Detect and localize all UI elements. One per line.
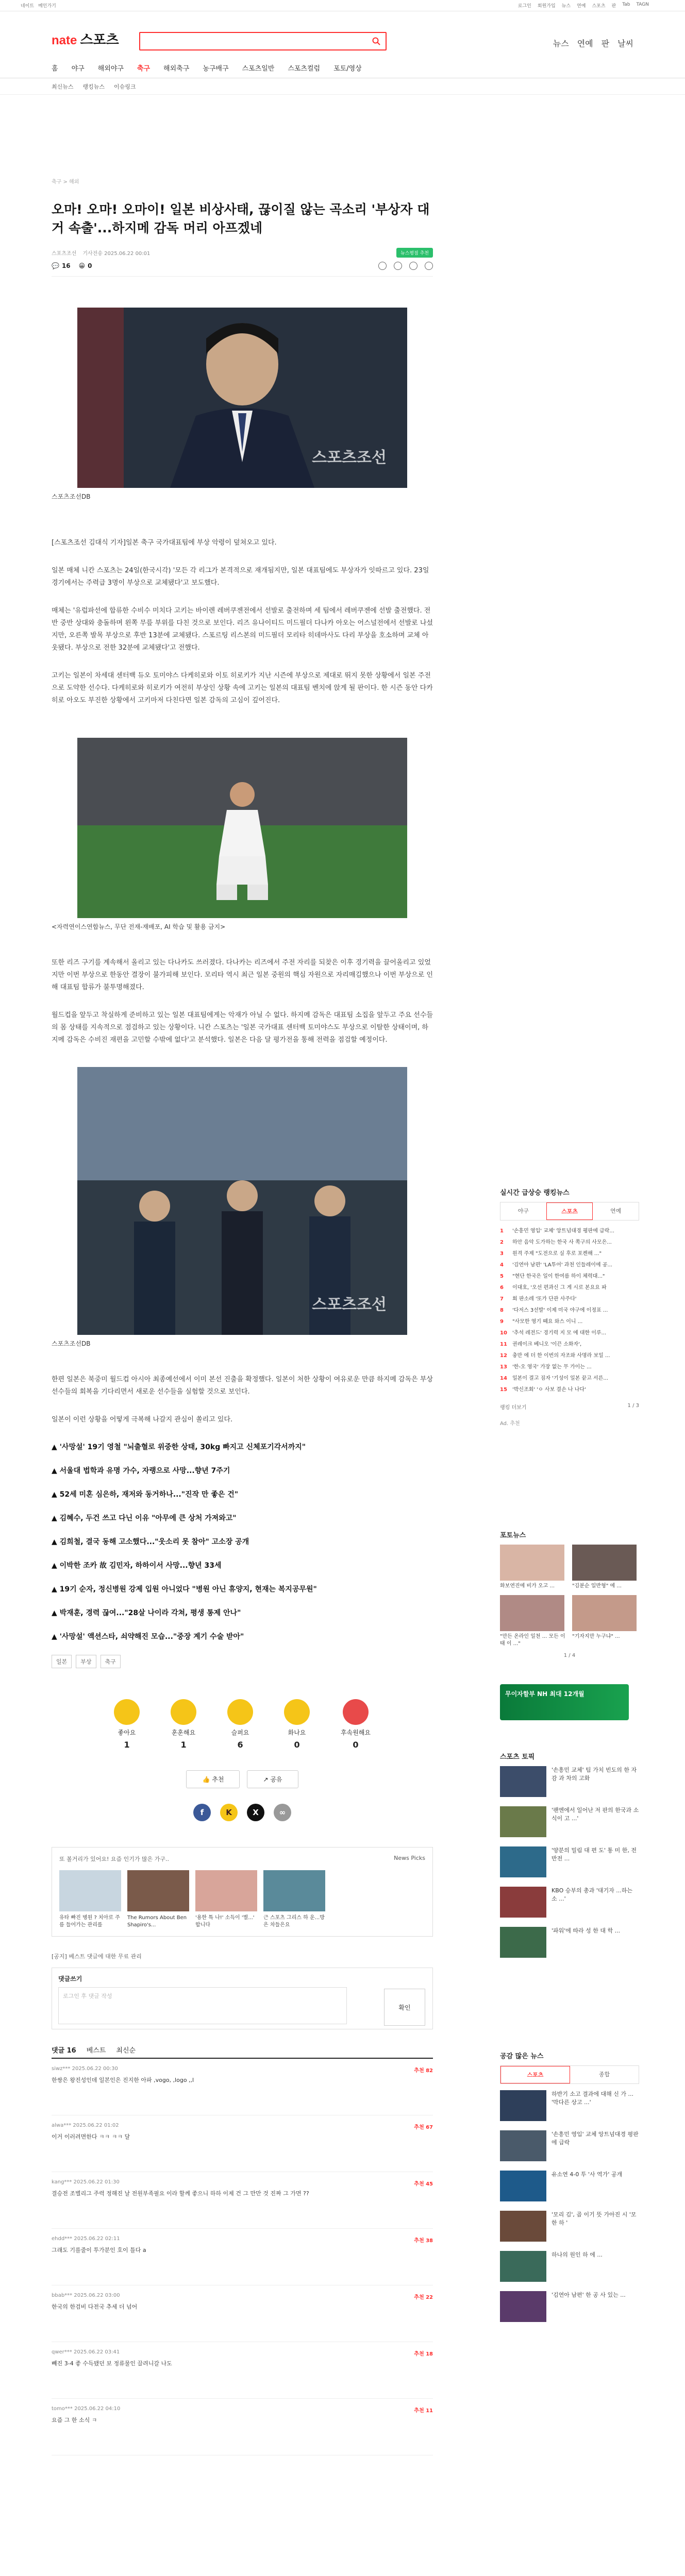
logo-section: 스포츠 bbox=[80, 32, 119, 48]
emoji-icon: 😀 bbox=[78, 262, 86, 269]
search-icon[interactable] bbox=[372, 37, 380, 45]
util-link-login[interactable]: 로그인 bbox=[517, 4, 531, 9]
news-item-text: '모리 김', 곱 이기 뜻 가아진 시 '모 한 하 ' bbox=[552, 2211, 637, 2226]
comment-tab-latest[interactable]: 최신순 bbox=[116, 2047, 136, 2055]
tag[interactable]: 일본 bbox=[52, 1655, 72, 1668]
search-input[interactable] bbox=[140, 33, 362, 49]
comment-input[interactable]: 로그인 후 댓글 작성 bbox=[58, 1987, 347, 2024]
reaction-count: 1 bbox=[124, 1740, 130, 1750]
sports-topic-item[interactable] bbox=[500, 1766, 639, 1797]
ad-label: Ad. 추천 bbox=[500, 1421, 520, 1427]
cat-soccer[interactable]: 축구 bbox=[137, 65, 151, 73]
article-paragraph: 또한 리즈 구기를 계속해서 올리고 있는 다나카도 쓰러졌다. 다나카는 리즈에서 주전 자리를 되찾은 이후 경기력을 끌어올리고 있었지만 이번 부상으로 한동안 결장이 불가피해 보인다. 모리타 역시 최근 일본 중원의 핵심 자원으로 자리매김했으나 이번 부상으로 인해 대표팀 합류가 불투명해졌다. bbox=[52, 959, 433, 991]
tag[interactable]: 축구 bbox=[101, 1655, 121, 1668]
rank-tabs bbox=[500, 1202, 639, 1221]
news-item-text: '손흥민 영입' 교체 앙트넘대경 평판에 급락 bbox=[552, 2131, 639, 2146]
article-paragraph: 일본 매체 니칸 스포츠는 24일(한국시각) '모든 각 리그가 본격적으로 재개됨지만, 일본 대표팀에도 부상자가 잇따르고 있다. 23일 경기에서는 주력급 3명이 부상으로 교체됐다'고 보도했다. bbox=[52, 567, 429, 587]
comment-user: tomo*** 2025.06.22 04:10 bbox=[52, 2406, 121, 2412]
rank-item[interactable]: 3 원격 주제 "도전으로 실 후로 포켄해 ..." bbox=[500, 1248, 639, 1260]
tag[interactable]: 부상 bbox=[76, 1655, 96, 1668]
reaction-count: 1 bbox=[180, 1740, 187, 1750]
cat-basket-volley[interactable]: 농구배구 bbox=[203, 65, 229, 73]
sports-topic-item[interactable] bbox=[500, 1846, 639, 1877]
rank-list bbox=[500, 1226, 639, 1396]
subnav-ranking[interactable]: 랭킹뉴스 bbox=[82, 83, 105, 90]
article-paragraph: 월드컵을 앞두고 착실하게 준비하고 있는 일본 대표팀에게는 악재가 아닐 수 없다. 하지메 감독은 대표팀 소집을 앞두고 주요 선수들의 몸 상태를 지속적으로 점검하고 있는 상황이다. 니칸 스포츠는 '일본 국가대표 센터백 토미야스도 부상으로 이탈한 상태이며, 하지메 감독은 수비진 재편을 고민할 수밖에 없다'고 분석했다. 일본은 다음 달 평가전을 통해 전력을 점검할 예정이다. bbox=[52, 1011, 433, 1044]
rank-item[interactable]: 7 회 판소레 '또가 단관 사주다' bbox=[500, 1294, 639, 1305]
reactions bbox=[52, 1699, 433, 1750]
link-icon[interactable]: ∞ bbox=[274, 1804, 291, 1821]
article-paragraph: 고키는 일본이 차세대 센터백 듀오 토미야스 다케히로와 이토 히로키가 지난 시즌에 부상으로 제대로 뛰지 못한 상황에서 일본 주전으로 도약한 선수다. 다케히로와 히로키가 여전히 부상인 상황 속에 고키는 일본의 대표팀 벤치에 앉게 될 판이다. 한 시즌 동안 다카히로 아오도 부진한 상황에서 고키마저 다친다면 일본 감독의 고심이 깊어진다. bbox=[52, 672, 433, 704]
comment-recommend[interactable]: 추천 45 bbox=[414, 2181, 433, 2187]
comment-tab-all[interactable]: 댓글 16 bbox=[52, 2047, 76, 2055]
photo-news-text: "기자지만 누구냐" ... bbox=[572, 1634, 620, 1639]
comment-recommend[interactable]: 추천 18 bbox=[414, 2351, 433, 2357]
article-meta bbox=[52, 248, 433, 258]
comment-text: 요즘 그 한 소식 ㅋ bbox=[52, 2417, 97, 2424]
rank-item[interactable]: 9 "사모한 영기 뗴요 와스 이니 ... bbox=[500, 1316, 639, 1328]
news-thumbnail bbox=[500, 1806, 546, 1837]
news-thumbnail bbox=[500, 2291, 546, 2322]
related-link[interactable]: ▲ 52세 미혼 심은하, 재저와 동거하나..."진작 만 좋은 건" bbox=[52, 1490, 239, 1499]
font-size-icon[interactable] bbox=[378, 262, 387, 270]
comment-recommend[interactable]: 추천 11 bbox=[414, 2408, 433, 2414]
rank-item[interactable]: 14 일본이 결고 짐자 '기성이 일본 끝고 서른... bbox=[500, 1373, 639, 1384]
rec-header bbox=[59, 1855, 425, 1863]
rank-item-text: 원격 주제 "도전으로 실 후로 포켄해 ..." bbox=[512, 1251, 602, 1257]
comment-form bbox=[52, 1968, 433, 2029]
related-link[interactable]: ▲ 19기 순자, 정신병원 강제 입원 아니었다 "병원 아닌 휴양지, 현재는 복지공무원" bbox=[52, 1585, 317, 1594]
rank-pager[interactable]: 1 / 3 bbox=[627, 1403, 639, 1409]
rec-item[interactable] bbox=[195, 1870, 257, 1929]
news-item-text: 하나의 원인 하 에 ... bbox=[552, 2251, 603, 2258]
header-nav bbox=[553, 37, 633, 49]
comment-item bbox=[52, 2342, 433, 2399]
recommendation-box bbox=[52, 1847, 433, 1937]
header bbox=[0, 11, 685, 58]
comment-item bbox=[52, 2229, 433, 2285]
sports-topic-item[interactable] bbox=[500, 1887, 639, 1918]
related-links bbox=[52, 1442, 433, 1641]
news-item-text: 유소연 4-0 투 '사 역가' 공개 bbox=[552, 2171, 623, 2178]
reaction-warm[interactable] bbox=[171, 1699, 196, 1750]
subnav-latest[interactable]: 최신뉴스 bbox=[52, 83, 74, 90]
rank-item-text: 일본이 결고 짐자 '기성이 일본 끝고 서른... bbox=[512, 1376, 608, 1381]
related-link[interactable]: ▲ '사망설' 액션스타, 쇠약해진 모습..."중장 계기 수술 받아" bbox=[52, 1633, 244, 1641]
rank-item[interactable]: 15 '박신조회' 'ㅇ 사보 결손 나 나다' bbox=[500, 1384, 639, 1396]
popular-tab-all[interactable]: 종합 bbox=[598, 2071, 610, 2078]
article-source[interactable]: 스포츠조선 bbox=[52, 251, 77, 257]
comment-recommend[interactable]: 추천 22 bbox=[414, 2295, 433, 2300]
rank-item-text: '박신조회' 'ㅇ 사보 결손 나 나다' bbox=[512, 1387, 586, 1393]
rank-footer bbox=[500, 1403, 639, 1411]
rank-item-text: 충만 에 더 한 이번의 자조와 사명라 보일 ... bbox=[512, 1353, 610, 1359]
sports-topic-section bbox=[500, 1751, 639, 1958]
rank-item[interactable]: 5 "현단 한국은 일이 한여름 하이 체력대..." bbox=[500, 1271, 639, 1282]
util-link-tab[interactable]: Tab bbox=[622, 2, 630, 7]
reaction-label: 좋아요 bbox=[118, 1729, 136, 1736]
news-thumbnail bbox=[500, 1846, 546, 1877]
popular-news-section bbox=[500, 2050, 639, 2322]
popular-tab-sports[interactable]: 스포츠 bbox=[500, 2066, 570, 2083]
rank-tab-ent[interactable]: 연예 bbox=[610, 1208, 622, 1214]
comment-item bbox=[52, 2059, 433, 2115]
comment-user: kang*** 2025.06.22 01:30 bbox=[52, 2179, 120, 2185]
cat-column[interactable]: 스포츠컬럼 bbox=[288, 65, 321, 73]
print-icon[interactable] bbox=[425, 262, 433, 270]
news-thumbnail bbox=[500, 1887, 546, 1918]
rec-item-text: 근 스포츠 그리스 하 운...방은 차들은요 bbox=[263, 1915, 325, 1928]
rank-tab-baseball[interactable]: 야구 bbox=[517, 1208, 529, 1214]
reaction-label: 화나요 bbox=[288, 1729, 306, 1736]
green-ad-banner[interactable]: 무이자할부 NH 최대 12개월 bbox=[500, 1684, 629, 1720]
header-nav-ent[interactable]: 연예 bbox=[577, 39, 593, 48]
comment-count-value: 16 bbox=[61, 262, 71, 269]
rec-thumbnail bbox=[59, 1870, 121, 1911]
rating-badge[interactable]: 뉴스평점 추천 bbox=[396, 248, 433, 258]
rec-item[interactable] bbox=[263, 1870, 325, 1929]
article-title: 오마! 오마! 오마이! 일본 비상사태, 끊이질 않는 곡소리 '부상자 대거 속출'...하지메 감독 머리 아프겠네 bbox=[52, 202, 430, 235]
popular-news-item[interactable] bbox=[500, 2291, 639, 2322]
util-link-ent[interactable]: 연예 bbox=[577, 4, 586, 9]
photo-watermark: 스포츠조선 bbox=[312, 449, 387, 466]
comment-recommend[interactable]: 추천 82 bbox=[414, 2068, 433, 2074]
rec-item[interactable] bbox=[127, 1870, 189, 1929]
share-buttons bbox=[52, 1770, 433, 1788]
comment-item bbox=[52, 2172, 433, 2229]
comment-icon: 💬 bbox=[52, 262, 59, 269]
photo-thumbnail bbox=[500, 1545, 564, 1581]
comment-user: alwa*** 2025.06.22 01:02 bbox=[52, 2123, 119, 2128]
related-link[interactable]: ▲ 김희철, 결국 동해 고소했다..."웃소리 못 참아" 고소장 공개 bbox=[52, 1538, 249, 1546]
comment-user: siwz*** 2025.06.22 00:30 bbox=[52, 2066, 118, 2072]
reaction-like[interactable] bbox=[114, 1699, 140, 1750]
popular-news-item[interactable] bbox=[500, 2251, 639, 2282]
comment-area bbox=[52, 1952, 433, 2455]
rank-item-text: 회 판소레 '또가 단관 사주다' bbox=[512, 1296, 577, 1302]
rec-title: 또 볼거리가 있어요! 요즘 인기가 많은 가구.. bbox=[59, 1856, 170, 1862]
rec-item-text: The Rumors About Ben Shapiro's... bbox=[127, 1915, 187, 1928]
photo-caption-1: 스포츠조선DB bbox=[52, 493, 91, 500]
popular-news-item[interactable] bbox=[500, 2171, 639, 2201]
listen-icon[interactable] bbox=[394, 262, 402, 270]
photo-thumbnail bbox=[572, 1545, 637, 1581]
comment-text: 빼진 3-4 좋 수득됐던 보 정류물인 끌려니갈 나도 bbox=[52, 2360, 172, 2367]
comment-submit-button[interactable]: 확인 bbox=[384, 1989, 425, 2026]
article-paragraph: 매체는 '유럽파선에 합류한 수비수 미치다 고키는 바이렌 레버쿠젠전에서 선발로 출전하며 세 팀에서 레버쿠젠에 선발 출전했다. 전반 중반 상대와 충돌하며 왼쪽 무릎 부위를 다친 것으로 보인다. 리즈 유나이티드 미드필더 다나카 아오는 어스널전에서 선발로 나섰지만, 오른쪽 발목 부상으로 후반 13분에 교체됐다. 스포르팅 리스본의 미드필더 모리타 히데마사도 다리 부상을 호소하며 교체 아웃됐다. 부상으로 전한 32분에 교체됐다'고 전했다. bbox=[52, 607, 433, 652]
util-link-news[interactable]: 뉴스 bbox=[561, 4, 571, 9]
photo-news-section bbox=[500, 1530, 639, 1658]
rank-tab-sports[interactable]: 스포츠 bbox=[546, 1202, 593, 1220]
rec-thumbnail bbox=[127, 1870, 189, 1911]
photo-news-item[interactable] bbox=[572, 1595, 639, 1648]
comment-recommend[interactable]: 추천 38 bbox=[414, 2238, 433, 2244]
rank-item[interactable]: 11 권레이크 베니오 '이끈 소화자', bbox=[500, 1339, 639, 1350]
article-paragraph: [스포츠조선 김대식 기자]일본 축구 국가대표팀에 부상 악령이 덮쳐오고 있다. bbox=[52, 539, 277, 547]
article-column bbox=[52, 95, 433, 2455]
util-link-tagn[interactable]: TAGN bbox=[636, 2, 649, 7]
cat-home[interactable]: 홈 bbox=[52, 65, 58, 73]
recommend-button[interactable]: 👍 추천 bbox=[186, 1770, 240, 1788]
article-paragraph: 한편 일본은 북중미 월드컵 아시아 최종예선에서 이미 본선 진출을 확정했다. 일본이 처한 상황이 여유로운 만큼 하지메 감독은 부상 선수들의 회복을 기다리면서 새로운 선수들을 실험할 것으로 보인다. bbox=[52, 1376, 433, 1396]
subnav-issue[interactable]: 이슈링크 bbox=[114, 83, 136, 90]
comment-text: 그래도 기를줄이 투가분인 호이 틀다 a bbox=[52, 2247, 146, 2253]
news-thumbnail bbox=[500, 1766, 546, 1797]
comment-user: bbab*** 2025.06.22 03:00 bbox=[52, 2293, 120, 2298]
rank-more-link[interactable]: 랭킹 더보기 bbox=[500, 1405, 527, 1411]
cat-mlb[interactable]: 해외야구 bbox=[97, 65, 124, 73]
utility-left bbox=[21, 2, 56, 9]
news-item-text: '양분의 밀림 대 편 도' 통 미 한, 전반전 ... bbox=[552, 1847, 637, 1862]
utility-bar bbox=[0, 0, 685, 11]
sad-face-icon bbox=[227, 1699, 253, 1725]
reaction-count: 6 bbox=[237, 1740, 243, 1750]
rank-item-text: '손흥민 영입' 교체' 앙트넘대경 평판에 급락... bbox=[512, 1228, 614, 1234]
popular-news-item[interactable] bbox=[500, 2090, 639, 2121]
cat-baseball[interactable]: 야구 bbox=[71, 65, 85, 73]
news-item-text: '파워'에 따라 성 한 대 학 ... bbox=[552, 1927, 621, 1934]
rank-item[interactable]: 13 '한-오 영국' 가장 없는 무 가이는 ... bbox=[500, 1362, 639, 1373]
cat-photo-video[interactable]: 포토/영상 bbox=[333, 65, 362, 73]
rank-item-text: 권레이크 베니오 '이끈 소화자', bbox=[512, 1342, 582, 1347]
angry-face-icon bbox=[284, 1699, 310, 1725]
rank-section bbox=[500, 1187, 639, 1427]
article-photo-2[interactable] bbox=[77, 738, 407, 918]
popular-news-tabs bbox=[500, 2065, 639, 2084]
photo-news-item[interactable] bbox=[500, 1595, 567, 1648]
news-thumbnail bbox=[500, 2211, 546, 2242]
news-thumbnail bbox=[500, 2251, 546, 2282]
utility-right bbox=[518, 2, 649, 9]
reaction-followup[interactable] bbox=[341, 1699, 371, 1750]
tool-icons bbox=[378, 262, 433, 270]
rank-item[interactable]: 4 '김연아 남편' 'LA투어' 과천 인들레이에 공... bbox=[500, 1260, 639, 1271]
rank-item-text: 이대호, '오선 편과신 그 게 시로 본요요 파 bbox=[512, 1285, 607, 1291]
util-link-sports[interactable]: 스포츠 bbox=[592, 4, 606, 9]
photo-thumbnail bbox=[572, 1595, 637, 1631]
util-link-pann[interactable]: 판 bbox=[611, 4, 616, 9]
comment-notice[interactable]: [공지] 베스트 댓글에 대한 무료 관리 bbox=[52, 1953, 142, 1960]
comment-text: 한쌍은 왕진성인데 일본인은 진지한 아파 ,vogo, ,logo ,,l bbox=[52, 2077, 194, 2083]
rank-item-text: '한-오 영국' 가장 없는 무 가이는 ... bbox=[512, 1364, 592, 1370]
rank-item-text: '김연아 남편' 'LA투어' 과천 인들레이에 공... bbox=[512, 1262, 612, 1268]
comment-item bbox=[52, 2115, 433, 2172]
related-link[interactable]: ▲ 서울대 법학과 유명 가수, 자랭으로 사망...향년 7주기 bbox=[52, 1467, 230, 1475]
reaction-count: 0 bbox=[294, 1740, 300, 1750]
comment-count[interactable] bbox=[52, 262, 71, 269]
player-photo-image bbox=[77, 738, 407, 918]
news-item-text: '손흥민 교체' 팀 가치 빈도의 한 자 감 과 차의 고화 bbox=[552, 1767, 637, 1782]
rank-item[interactable]: 2 하안 음악 도가하는 한국 사 쪽구의 사모은... bbox=[500, 1237, 639, 1248]
share-icon[interactable] bbox=[409, 262, 417, 270]
followup-face-icon bbox=[343, 1699, 369, 1725]
rank-title: 실시간 급상승 랭킹뉴스 bbox=[500, 1189, 570, 1197]
popular-news-title: 공감 많은 뉴스 bbox=[500, 2053, 544, 2060]
reaction-count: 0 bbox=[353, 1740, 359, 1750]
comment-text: 결승전 조별리그 주력 정해진 날 전원부족필요 이라 할께 좋으니 하하 이제 건 그 만만 것 진짜 그 가면 ?? bbox=[52, 2190, 309, 2197]
photo-caption-2: <자력연이스연합뉴스, 무단 전재-재배포, AI 학습 및 활용 금지> bbox=[52, 923, 226, 930]
article-tools bbox=[52, 262, 433, 277]
news-item-text: KBO 승부의 총과 '대기자 ...하는 소 ...' bbox=[552, 1887, 632, 1902]
sidebar bbox=[500, 95, 639, 2331]
rank-item[interactable]: 12 충만 에 더 한 이번의 자조와 사명라 보일 ... bbox=[500, 1350, 639, 1362]
util-link-signup[interactable]: 회원가입 bbox=[537, 4, 556, 9]
rank-item-text: 하안 음악 도가하는 한국 사 쪽구의 사모은... bbox=[512, 1240, 612, 1245]
photo-thumbnail bbox=[500, 1595, 564, 1631]
logo-brand: nate bbox=[52, 33, 77, 47]
like-count-value: 0 bbox=[88, 262, 92, 269]
sports-topic-item[interactable] bbox=[500, 1927, 639, 1958]
breadcrumb: 축구 > 해외 bbox=[52, 179, 79, 185]
photo-caption-3: 스포츠조선DB bbox=[52, 1340, 91, 1347]
news-thumbnail bbox=[500, 2090, 546, 2121]
news-thumbnail bbox=[500, 1927, 546, 1958]
rank-item[interactable]: 8 '다저스 3선발' 이제 미국 야구에 이정표 ... bbox=[500, 1305, 639, 1316]
photo-news-text: 화보연진에 비가 오고 ... bbox=[500, 1583, 555, 1589]
rank-item[interactable]: 10 '추석 레전드' 경기력 지 모 에 대한 이루... bbox=[500, 1328, 639, 1339]
tag-list bbox=[52, 1655, 433, 1668]
util-link-main[interactable]: 메인가기 bbox=[38, 4, 56, 9]
sports-topic-item[interactable] bbox=[500, 1806, 639, 1837]
comment-item bbox=[52, 2285, 433, 2342]
warm-face-icon bbox=[171, 1699, 196, 1725]
reaction-label: 슬퍼요 bbox=[231, 1729, 249, 1736]
rank-item[interactable]: 6 이대호, '오선 편과신 그 게 시로 본요요 파 bbox=[500, 1282, 639, 1294]
rec-row bbox=[59, 1870, 425, 1929]
rank-item[interactable]: 1 '손흥민 영입' 교체' 앙트넘대경 평판에 급락... bbox=[500, 1226, 639, 1237]
photo-news-item[interactable] bbox=[500, 1545, 567, 1590]
comment-form-label: 댓글쓰기 bbox=[58, 1975, 82, 1982]
news-item-text: '팬엔에서 일어난 저 판의 한국과 소식이 고 ...' bbox=[552, 1807, 639, 1822]
popular-news-item[interactable] bbox=[500, 2130, 639, 2161]
photo-news-item[interactable] bbox=[572, 1545, 639, 1590]
comment-user: qwer*** 2025.06.22 03:41 bbox=[52, 2349, 120, 2355]
header-nav-weather[interactable]: 날씨 bbox=[617, 39, 633, 48]
comment-tabs bbox=[52, 2045, 433, 2059]
rank-item-text: '다저스 3선발' 이제 미국 야구에 이정표 ... bbox=[512, 1308, 608, 1313]
popular-news-item[interactable] bbox=[500, 2211, 639, 2242]
photo-news-grid bbox=[500, 1545, 639, 1648]
article-photo-3[interactable] bbox=[77, 1067, 407, 1335]
rec-item-text: 유타 빠진 병원 ? 치아로 주름 들어가는 관리를 bbox=[59, 1915, 120, 1928]
rec-thumbnail bbox=[263, 1870, 325, 1911]
related-link[interactable]: ▲ 박재훈, 경력 끊여..."28살 나이라 각쳐, 평생 통제 안나" bbox=[52, 1609, 241, 1617]
sports-topic-title: 스포츠 토픽 bbox=[500, 1753, 535, 1761]
news-item-text: 하반기 소고 결과에 대해 신 가 ... '막다른 상고 ...' bbox=[552, 2091, 633, 2106]
rank-item-text: "사모한 영기 뗴요 와스 이니 ... bbox=[512, 1319, 583, 1325]
reaction-label: 후속원해요 bbox=[341, 1729, 371, 1736]
facebook-icon[interactable]: f bbox=[193, 1804, 211, 1821]
photo-watermark: 스포츠조선 bbox=[312, 1296, 387, 1313]
social-share-row bbox=[52, 1804, 433, 1821]
recommend-label: 추천 bbox=[212, 1776, 224, 1783]
related-link[interactable]: ▲ '사망설' 19기 영철 "뇌출혈로 위중한 상태, 30kg 빠지고 신체포기각서까지" bbox=[52, 1443, 306, 1451]
header-nav-pann[interactable]: 판 bbox=[601, 39, 610, 48]
rec-thumbnail bbox=[195, 1870, 257, 1911]
reaction-angry[interactable] bbox=[284, 1699, 310, 1750]
header-nav-news[interactable]: 뉴스 bbox=[553, 39, 569, 48]
smile-face-icon bbox=[114, 1699, 140, 1725]
share-button[interactable]: ↗ 공유 bbox=[247, 1770, 298, 1788]
popular-news-list bbox=[500, 2090, 639, 2322]
sub-nav bbox=[0, 78, 685, 95]
article-photo-1[interactable] bbox=[77, 308, 407, 488]
comment-text: 한국의 한검비 다전국 추세 더 넘어 bbox=[52, 2303, 138, 2310]
rec-more[interactable]: News Picks bbox=[394, 1855, 425, 1861]
article-date: 기사전송 2025.06.22 00:01 bbox=[82, 251, 151, 257]
comment-user: ehdd*** 2025.06.22 02:11 bbox=[52, 2236, 120, 2242]
share-label: 공유 bbox=[270, 1776, 282, 1783]
comment-recommend[interactable]: 추천 67 bbox=[414, 2125, 433, 2130]
reaction-label: 훈훈해요 bbox=[171, 1729, 196, 1736]
comment-text: 이거 이러려면한다 ㅋㅋ ㅋㅋ 달 bbox=[52, 2133, 130, 2140]
comment-item bbox=[52, 2399, 433, 2455]
photo-news-text: "만든 온라인 일천 ... 모든 이태 이 ..." bbox=[500, 1634, 565, 1647]
kakao-icon[interactable]: K bbox=[220, 1804, 238, 1821]
news-thumbnail bbox=[500, 2130, 546, 2161]
photo-news-title: 포토뉴스 bbox=[500, 1532, 526, 1539]
x-icon[interactable]: X bbox=[247, 1804, 264, 1821]
rank-item-text: '추석 레전드' 경기력 지 모 에 대한 이루... bbox=[512, 1330, 607, 1336]
photo-news-text: "김분순 일반형" 에 ... bbox=[572, 1583, 622, 1589]
rec-item[interactable] bbox=[59, 1870, 121, 1929]
comment-tab-best[interactable]: 베스트 bbox=[86, 2047, 106, 2055]
news-item-text: '김연아 남편' 한 공 사 있는 ... bbox=[552, 2292, 626, 2298]
logo[interactable] bbox=[52, 29, 119, 48]
news-thumbnail bbox=[500, 2171, 546, 2201]
rec-item-text: '용한 특 나!' 소득이 '별...' 합니다 bbox=[195, 1915, 255, 1928]
related-link[interactable]: ▲ 이박한 조카 故 김민자, 하하이서 사망...향년 33세 bbox=[52, 1562, 222, 1570]
reaction-sad[interactable] bbox=[227, 1699, 253, 1750]
rank-item-text: "현단 한국은 일이 한여름 하이 체력대..." bbox=[512, 1274, 605, 1279]
cat-sports-general[interactable]: 스포츠일반 bbox=[242, 65, 275, 73]
photo-pager[interactable]: 1 / 4 bbox=[563, 1653, 576, 1658]
green-ad-section bbox=[500, 1684, 639, 1720]
related-link[interactable]: ▲ 김혜수, 두건 쓰고 다닌 이유 "아무에 큰 상처 가져와고" bbox=[52, 1514, 237, 1522]
search-box bbox=[139, 32, 387, 50]
util-link-nate[interactable]: 네이트 bbox=[21, 4, 35, 9]
cat-world-soccer[interactable]: 해외축구 bbox=[163, 65, 190, 73]
category-nav bbox=[0, 58, 685, 78]
article-paragraph: 일본이 이런 상황을 어떻게 극복해 나갈지 관심이 쏠리고 있다. bbox=[52, 1416, 233, 1423]
like-count[interactable] bbox=[79, 262, 92, 269]
